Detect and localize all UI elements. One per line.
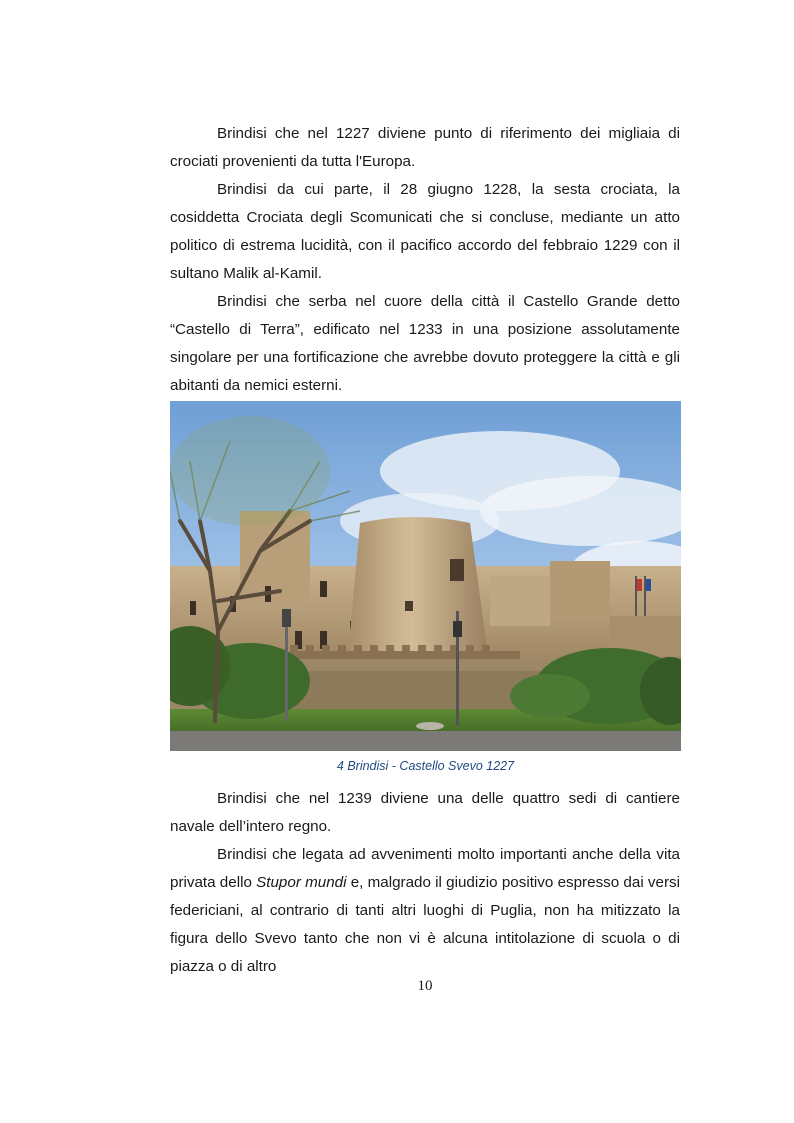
paragraph [170,841,680,981]
paragraph: Brindisi che nel 1227 diviene punto di riferimento dei migliaia di crociati provenienti da tutta l'Europa. [170,125,680,170]
paragraph-text: Brindisi che legata ad avvenimenti molto importanti anche della vita privata dello [170,846,680,891]
paragraph: Brindisi da cui parte, il 28 giugno 1228, la sesta crociata, la cosiddetta Crociata degli Scomunicati che si concluse, mediante un atto politico di estrema lucidità, con il pacifico accordo del febbraio 1229 con il sultano Malik al-Kamil. [170,181,680,282]
body-text-top [170,120,680,400]
emphasis-text: Stupor mundi [256,874,347,891]
castle-photo [170,401,681,751]
body-text-bottom [170,785,680,981]
paragraph: Brindisi che serba nel cuore della città il Castello Grande detto “Castello di Terra”, edificato nel 1233 in una posizione assolutamente singolare per una fortificazione che avrebbe dovuto proteggere la città e gli abitanti da nemici esterni. [170,293,680,394]
figure-caption: 4 Brindisi - Castello Svevo 1227 [336,759,515,773]
paragraph-text: e, malgrado il giudizio positivo espresso dai versi federiciani, al contrario di tanti altri luoghi di Puglia, non ha mitizzato la figura dello Svevo tanto che non vi è alcuna intitolazione di scuola o di piazza o di altro [170,874,680,975]
paragraph: Brindisi che nel 1239 diviene una delle quattro sedi di cantiere navale dell’intero regno. [170,790,680,835]
page-number: 10 [417,978,433,994]
